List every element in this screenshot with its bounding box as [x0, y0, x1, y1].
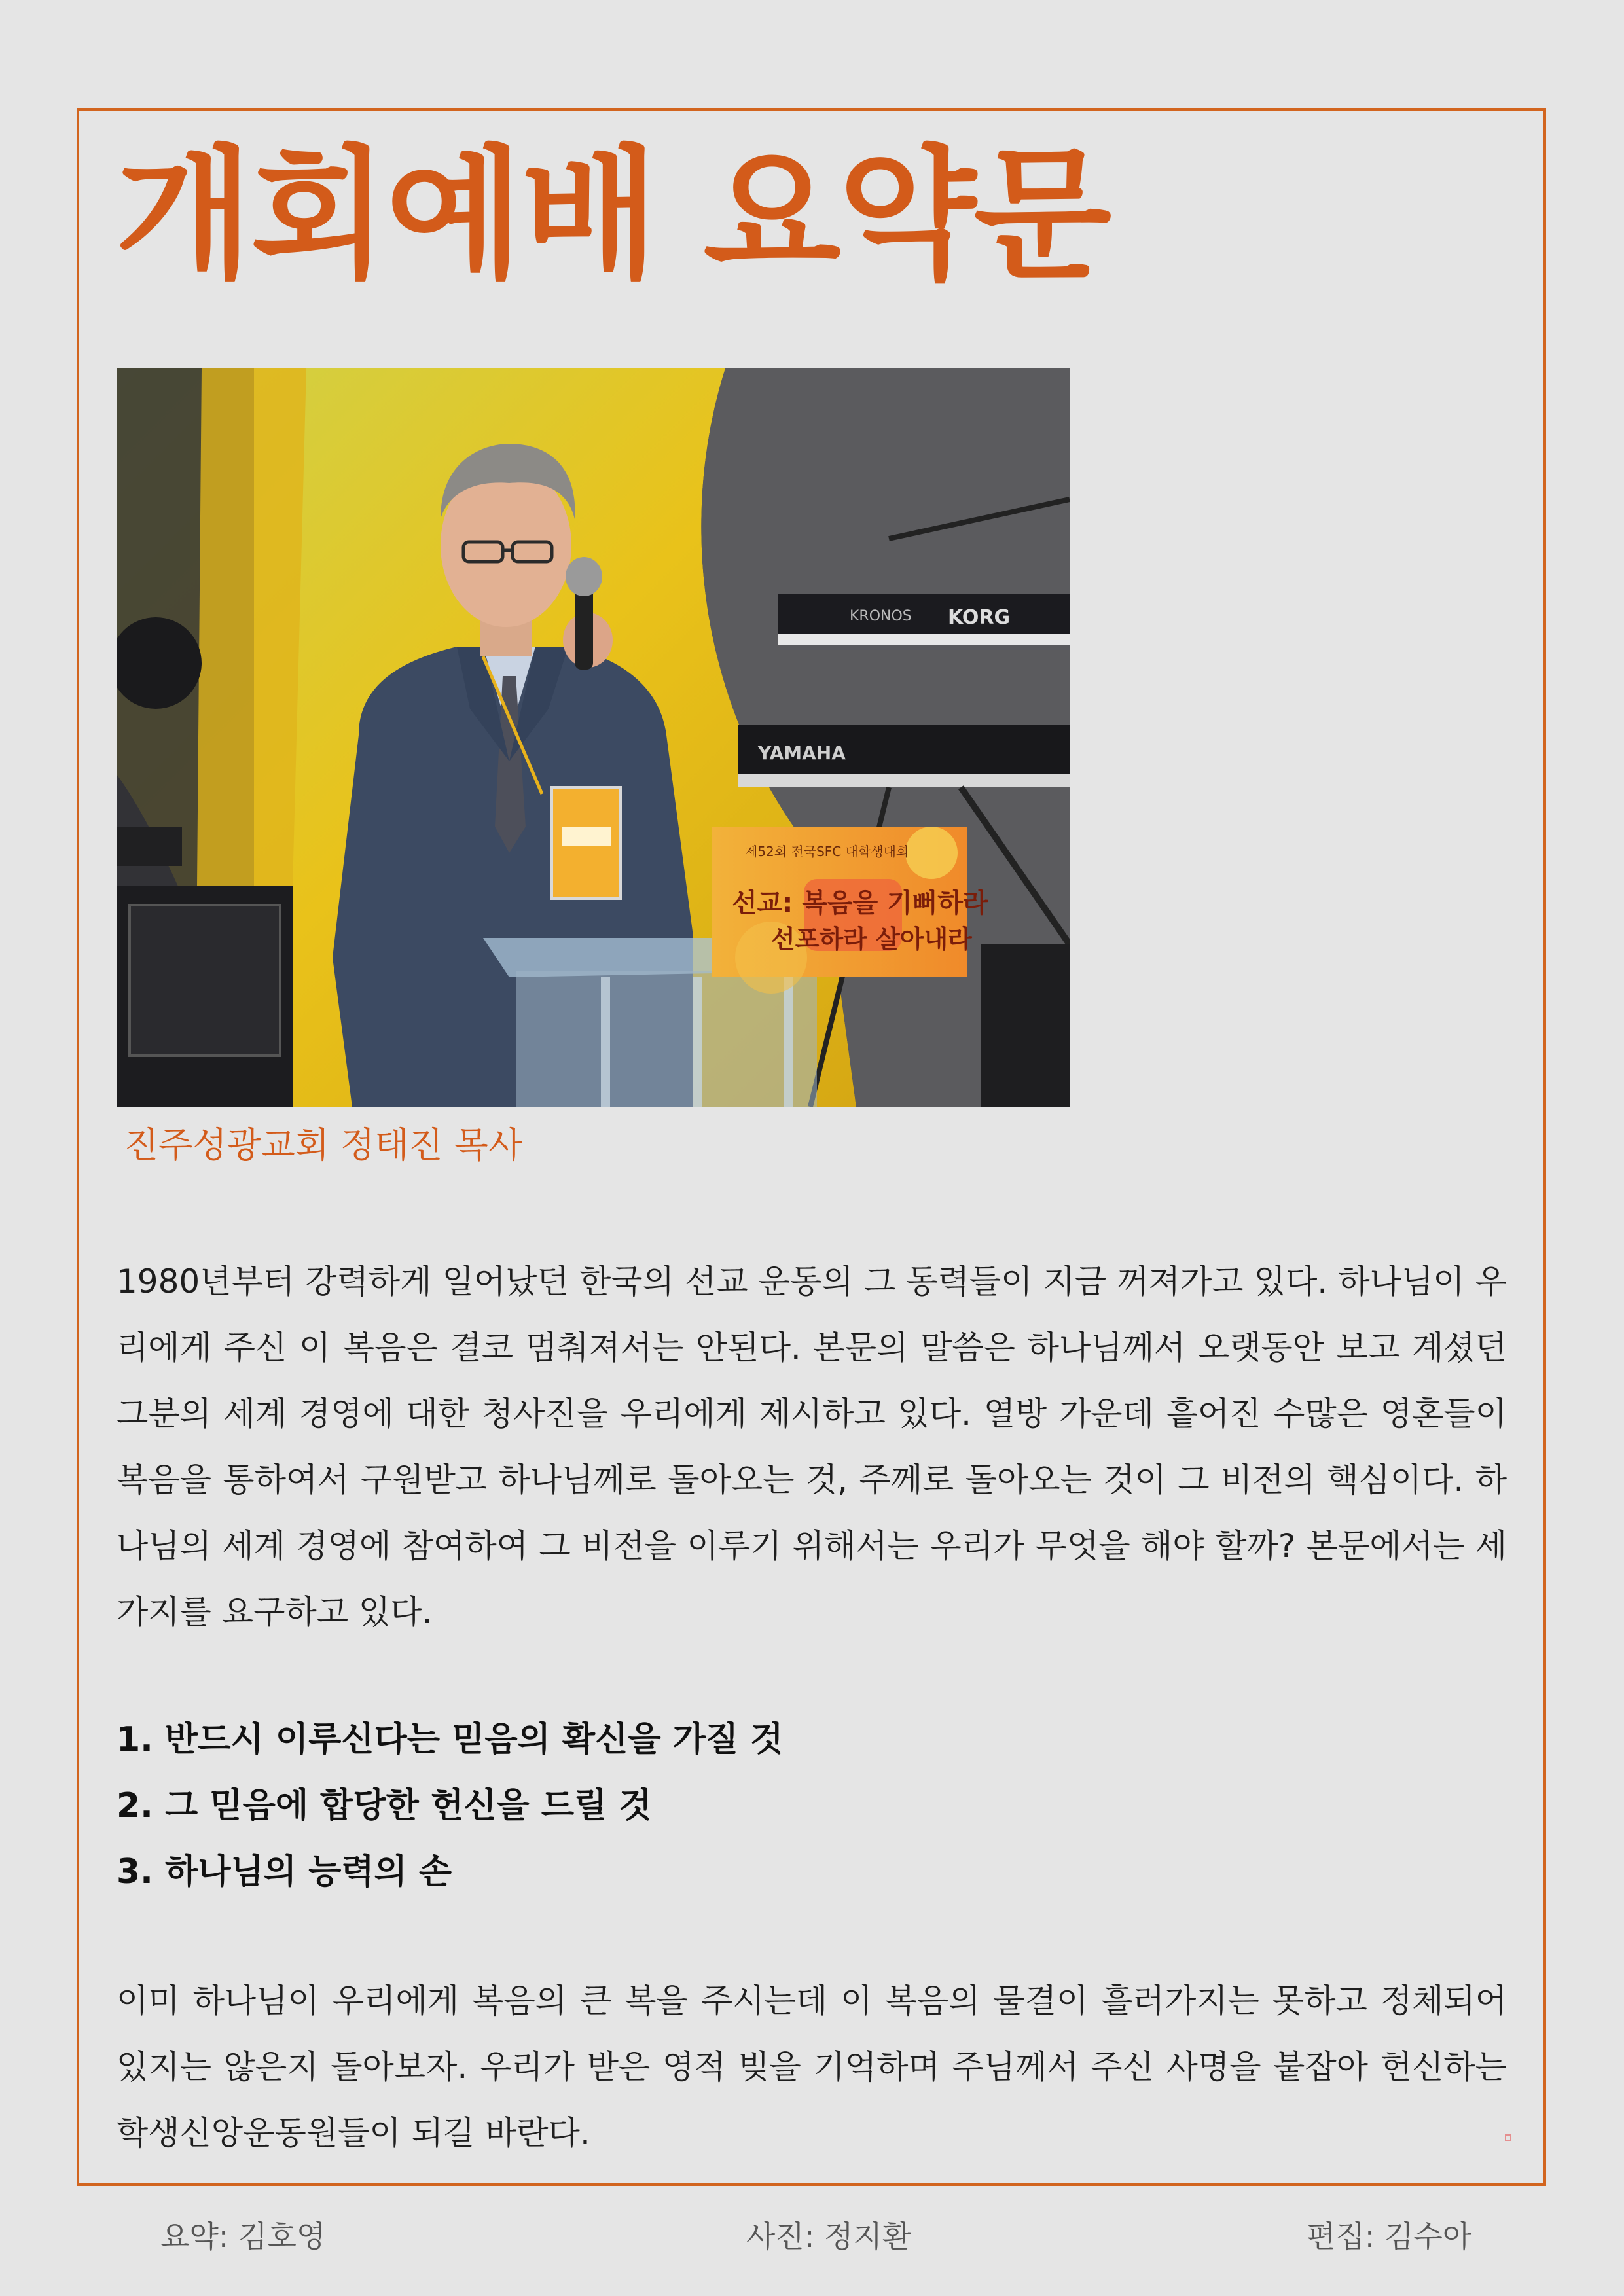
podium-sign-sub: 선포하라 살아내라 [771, 925, 972, 954]
keyboard-brand-1: KRONOS [850, 608, 912, 624]
speaker-photo-illustration [117, 368, 1070, 1107]
key-points-list [117, 1707, 784, 1905]
body-paragraph-2: 이미 하나님이 우리에게 복음의 큰 복을 주시는데 이 복음의 물결이 흘러가지는 못하고 정체되어 있지는 않은지 돌아보자. 우리가 받은 영적 빚을 기억하며 주님께서 주신 사명을 붙잡아 헌신하는 학생신앙운동원들이 되길 바란다. [117, 1982, 1507, 2152]
body-paragraph-1: 1980년부터 강력하게 일어났던 한국의 선교 운동의 그 동력들이 지금 꺼져가고 있다. 하나님이 우리에게 주신 이 복음은 결코 멈춰져서는 안된다. 본문의 말씀은 하나님께서 오랫동안 보고 계셨던 그분의 세계 경영에 대한 청사진을 우리에게 제시하고 있다. 열방 가운데 흩어진 수많은 영혼들이 복음을 통하여서 구원받고 하나님께로 돌아오는 것, 주께로 돌아오는 것이 그 비전의 핵심이다. 하나님의 세계 경영에 참여하여 그 비전을 이루기 위해서는 우리가 무엇을 해야 할까? 본문에서는 세 가지를 요구하고 있다. [117, 1263, 1507, 1631]
page-title: 개회예배 요약문 [115, 133, 1110, 298]
credit-editing: 편집: 김수아 [1307, 2219, 1472, 2254]
speaker-photo [117, 368, 1070, 1107]
keyboard-brand-2: KORG [948, 606, 1011, 629]
credit-photo: 사진: 정지환 [746, 2219, 912, 2254]
photo-caption: 진주성광교회 정태진 목사 [124, 1124, 523, 1166]
credit-summary: 요약: 김호영 [160, 2219, 326, 2254]
keyboard-brand-3: YAMAHA [758, 742, 846, 764]
podium-sign-main: 선교: 복음을 기뻐하라 [732, 888, 988, 918]
key-point-item: 1. 반드시 이루신다는 믿음의 확신을 가질 것 [117, 1720, 784, 1759]
key-point-item: 2. 그 믿음에 합당한 헌신을 드릴 것 [117, 1786, 652, 1825]
key-point-item: 3. 하나님의 능력의 손 [117, 1852, 452, 1892]
podium-sign-top: 제52회 전국SFC 대학생대회 [745, 844, 909, 859]
corner-mark [1505, 2134, 1511, 2141]
